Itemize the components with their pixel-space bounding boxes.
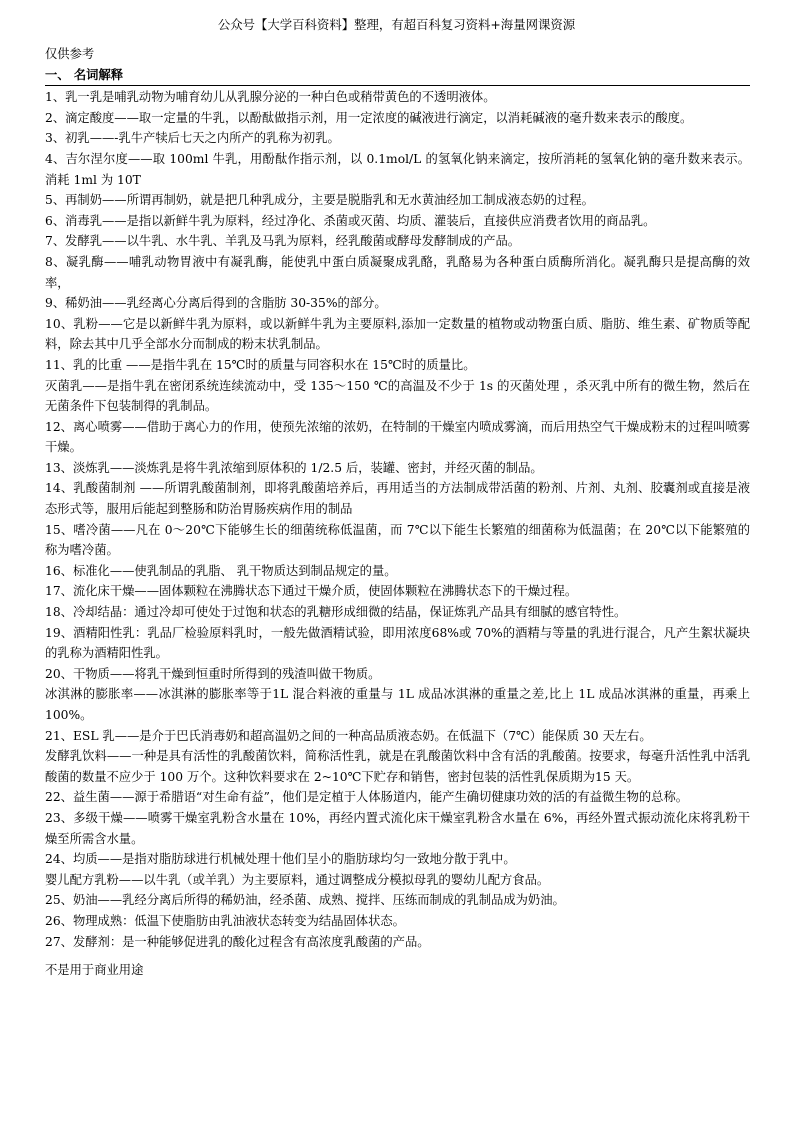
definition-entry: 18、冷却结晶：通过冷却可使处于过饱和状态的乳糖形成细微的结晶，保证炼乳产品具有细腻的感官特性。 xyxy=(45,605,627,620)
reference-note: 仅供参考 xyxy=(45,47,95,61)
definition-entry: 4、吉尔涅尔度——取 100ml 牛乳，用酚酞作指示剂，以 0.1mol/L 的氢氧化钠来滴定，按所消耗的氢氧化钠的毫升数来表示。消耗 1ml 为 10T xyxy=(45,151,750,187)
page-header: 公众号【大学百科资料】整理，有超百科复习资料+海量网课资源 xyxy=(217,17,576,32)
definition-entry: 5、再制奶——所谓再制奶，就是把几种乳成分，主要是脱脂乳和无水黄油经加工制成液态奶的过程。 xyxy=(45,193,594,208)
definition-entry: 1、乳一乳是哺乳动物为哺育幼儿从乳腺分泌的一种白色或稍带黄色的不透明液体。 xyxy=(45,90,496,105)
definition-entry: 24、均质——是指对脂肪球进行机械处理十他们呈小的脂肪球均匀一致地分散于乳中。 xyxy=(45,852,516,867)
section-divider xyxy=(45,85,750,86)
definition-entry: 23、多级干燥——喷雾干燥室乳粉含水量在 10%，再经内置式流化床干燥室乳粉含水量在 6%，再经外置式振动流化床将乳粉干燥至所需含水量。 xyxy=(45,810,750,846)
definition-entry: 26、物理成熟：低温下使脂肪由乳油液状态转变为结晶固体状态。 xyxy=(45,913,405,928)
definition-entry: 22、益生菌——源于希腊语“对生命有益”，他们是定植于人体肠道内，能产生确切健康功效的活的有益微生物的总称。 xyxy=(45,790,689,805)
definition-entry: 16、标准化——使乳制品的乳脂、 乳干物质达到制品规定的量。 xyxy=(45,563,397,578)
definition-entry: 10、乳粉——它是以新鲜牛乳为原料，或以新鲜牛乳为主要原料,添加一定数量的植物或动物蛋白质、脂肪、维生素、矿物质等配料，除去其中几乎全部水分而制成的粉末状乳制品。 xyxy=(45,316,750,352)
definition-entry: 8、凝乳酶——哺乳动物胃液中有凝乳酶，能使乳中蛋白质凝聚成乳酪，乳酪易为各种蛋白质酶所消化。凝乳酶只是提高酶的效率， xyxy=(45,254,750,290)
definition-entry: 14、乳酸菌制剂 ——所谓乳酸菌制剂，即将乳酸菌培养后，再用适当的方法制成带活菌的粉剂、片剂、丸剂、胶囊剂或直接是液态形式等，服用后能起到整肠和防治胃肠疾病作用的制品 xyxy=(45,481,750,517)
definition-entry: 15、嗜冷菌——凡在 0～20℃下能够生长的细菌统称低温菌，而 7℃以下能生长繁殖的细菌称为低温菌；在 20℃以下能繁殖的称为嗜冷菌。 xyxy=(45,522,750,558)
definition-entry: 婴儿配方乳粉——以牛乳（或羊乳）为主要原料，通过调整成分模拟母乳的婴幼儿配方食品。 xyxy=(45,872,550,887)
definition-entry: 2、滴定酸度——取一定量的牛乳，以酚酞做指示剂，用一定浓度的碱液进行滴定，以消耗碱液的毫升数来表示的酸度。 xyxy=(45,110,693,125)
definition-entry: 19、酒精阳性乳：乳品厂检验原料乳时，一般先做酒精试验，即用浓度68%或 70%的酒精与等量的乳进行混合，凡产生絮状凝块的乳称为酒精阳性乳。 xyxy=(45,625,750,661)
usage-note: 不是用于商业用途 xyxy=(45,963,144,978)
definition-entry: 冰淇淋的膨胀率——冰淇淋的膨胀率等于1L 混合料液的重量与 1L 成品冰淇淋的重量之差,比上 1L 成品冰淇淋的重量，再乘上 100%。 xyxy=(45,687,750,722)
definition-entry: 17、流化床干燥——固体颗粒在沸腾状态下通过干燥介质，使固体颗粒在沸腾状态下的干燥过程。 xyxy=(45,584,578,599)
definition-entry: 12、离心喷雾——借助于离心力的作用，使预先浓缩的浓奶，在特制的干燥室内喷成雾滴，而后用热空气干燥成粉末的过程叫喷雾干燥。 xyxy=(45,419,750,455)
definition-entry: 7、发酵乳——以牛乳、水牛乳、羊乳及马乳为原料，经乳酸菌或酵母发酵制成的产品。 xyxy=(45,234,521,249)
definition-entry: 13、淡炼乳——淡炼乳是将牛乳浓缩到原体积的 1/2.5 后，装罐、密封，并经灭菌的制品。 xyxy=(45,460,543,475)
definition-entry: 9、稀奶油——乳经离心分离后得到的含脂肪 30-35%的部分。 xyxy=(45,296,387,311)
definition-entry: 6、消毒乳——是指以新鲜牛乳为原料，经过净化、杀菌或灭菌、均质、灌装后，直接供应消费者饮用的商品乳。 xyxy=(45,213,656,228)
section-title: 一、 名词解释 xyxy=(45,67,124,82)
definition-entry: 27、发酵剂：是一种能够促进乳的酸化过程含有高浓度乳酸菌的产品。 xyxy=(45,934,430,949)
definition-list xyxy=(45,87,750,952)
definition-entry: 发酵乳饮料——一种是具有活性的乳酸菌饮料，简称活性乳，就是在乳酸菌饮料中含有活的乳酸菌。按要求，每毫升活性乳中活乳酸菌的数量不应少于 100 万个。这种饮料要求在 2~10℃下贮存和销售，密封包装的活性乳保质期为15 天。 xyxy=(45,749,750,784)
definition-entry: 25、奶油——乳经分离后所得的稀奶油，经杀菌、成熟、搅拌、压练而制成的乳制品成为奶油。 xyxy=(45,893,565,908)
definition-entry: 灭菌乳——是指牛乳在密闭系统连续流动中，受 135～150 ℃的高温及不少于 1s 的灭菌处理 ，杀灭乳中所有的微生物，然后在无菌条件下包装制得的乳制品。 xyxy=(45,378,750,414)
document-body xyxy=(45,44,750,981)
definition-entry: 21、ESL 乳——是介于巴氏消毒奶和超高温奶之间的一种高品质液态奶。在低温下（7℃）能保质 30 天左右。 xyxy=(45,728,652,743)
definition-entry: 11、乳的比重 ——是指牛乳在 15℃时的质量与同容积水在 15℃时的质量比。 xyxy=(45,357,476,372)
definition-entry: 3、初乳——-乳牛产犊后七天之内所产的乳称为初乳。 xyxy=(45,131,340,146)
definition-entry: 20、干物质——将乳干燥到恒重时所得到的残渣叫做干物质。 xyxy=(45,666,381,681)
